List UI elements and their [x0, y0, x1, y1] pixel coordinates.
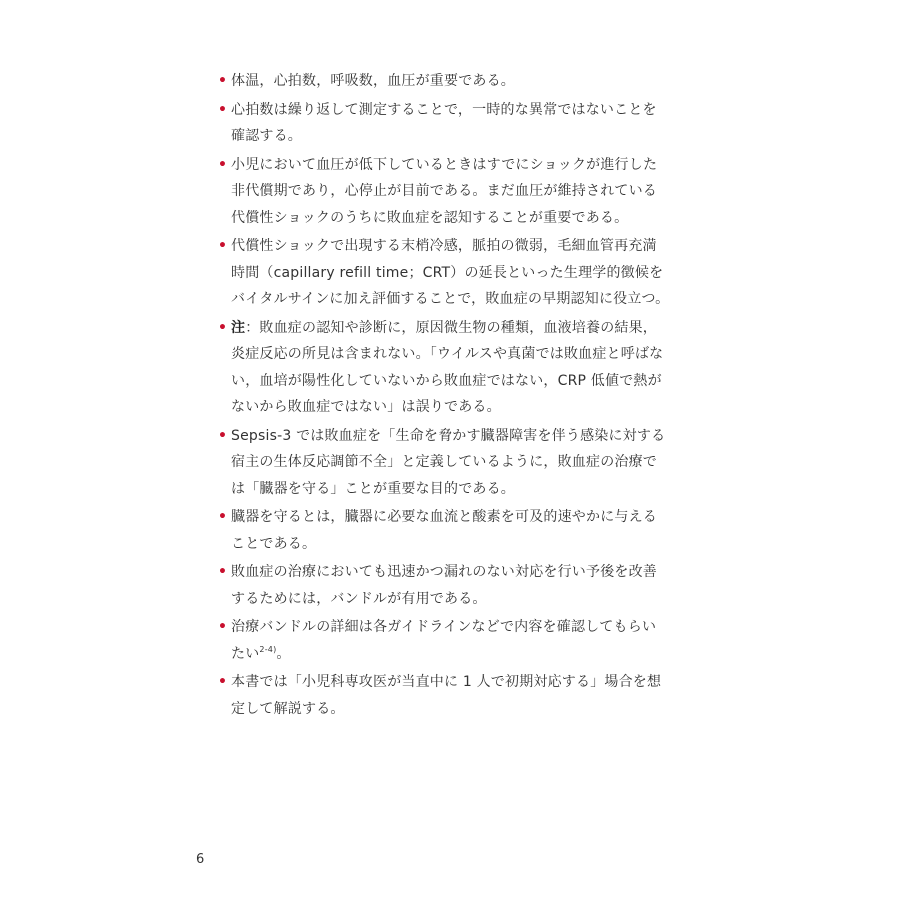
list-item-text: ：敗血症の認知や診断に，原因微生物の種類，血液培養の結果，炎症反応の所見は含まれない。「ウイルスや真菌では敗血症と呼ばない，血培が陽性化していないから敗血症ではない，CRP 低値で熱がないから敗血症ではない」は誤りである。: [231, 319, 664, 415]
list-item: [218, 152, 670, 232]
bullet-icon: •: [218, 427, 228, 444]
list-item-text: 本書では「小児科専攻医が当直中に 1 人で初期対応する」場合を想定して解説する。: [231, 674, 662, 717]
list-item: [218, 504, 670, 557]
list-item-text: 臓器を守るとは，臓器に必要な血流と酸素を可及的速やかに与えることである。: [231, 509, 657, 552]
bullet-icon: •: [218, 101, 228, 118]
list-item-tail: 。: [276, 645, 291, 662]
note-label: 注: [231, 319, 246, 336]
bullet-list: [218, 68, 670, 724]
list-item: [218, 669, 670, 722]
page-number: 6: [196, 852, 205, 867]
list-item: [218, 68, 670, 95]
list-item-text: 代償性ショックで出現する末梢冷感，脈拍の微弱，毛細血管再充満時間（capillary refill time；CRT）の延長といった生理学的徴候をバイタルサインに加え評価することで，敗血症の早期認知に役立つ。: [231, 238, 670, 307]
list-item: [218, 423, 670, 503]
list-item: [218, 614, 670, 667]
list-item: [218, 559, 670, 612]
list-item-text: 治療バンドルの詳細は各ガイドラインなどで内容を確認してもらいたい: [231, 619, 657, 662]
bullet-icon: •: [218, 564, 228, 580]
list-item-text: 体温，心拍数，呼吸数，血圧が重要である。: [231, 73, 515, 89]
bullet-icon: •: [218, 156, 228, 173]
list-item: [218, 233, 670, 313]
list-item-text: 心拍数は繰り返して測定することで，一時的な異常ではないことを確認する。: [231, 101, 657, 144]
bullet-icon: •: [218, 73, 228, 89]
reference-superscript: 2-4): [259, 644, 277, 654]
bullet-icon: •: [218, 319, 228, 336]
list-item-text: 小児において血圧が低下しているときはすでにショックが進行した非代償期であり，心停止が目前である。まだ血圧が維持されている代償性ショックのうちに敗血症を認知することが重要である。: [231, 156, 658, 226]
list-item: [218, 315, 670, 421]
bullet-icon: •: [218, 674, 228, 690]
bullet-icon: •: [218, 509, 228, 525]
bullet-icon: •: [218, 238, 228, 254]
bullet-icon: •: [218, 619, 228, 635]
list-item: [218, 97, 670, 150]
list-item-text: Sepsis-3 では敗血症を「生命を脅かす臓器障害を伴う感染に対する宿主の生体反応調節不全」と定義しているように，敗血症の治療では「臓器を守る」ことが重要な目的である。: [231, 427, 666, 497]
list-item-text: 敗血症の治療においても迅速かつ漏れのない対応を行い予後を改善するためには，バンドルが有用である。: [231, 564, 657, 607]
